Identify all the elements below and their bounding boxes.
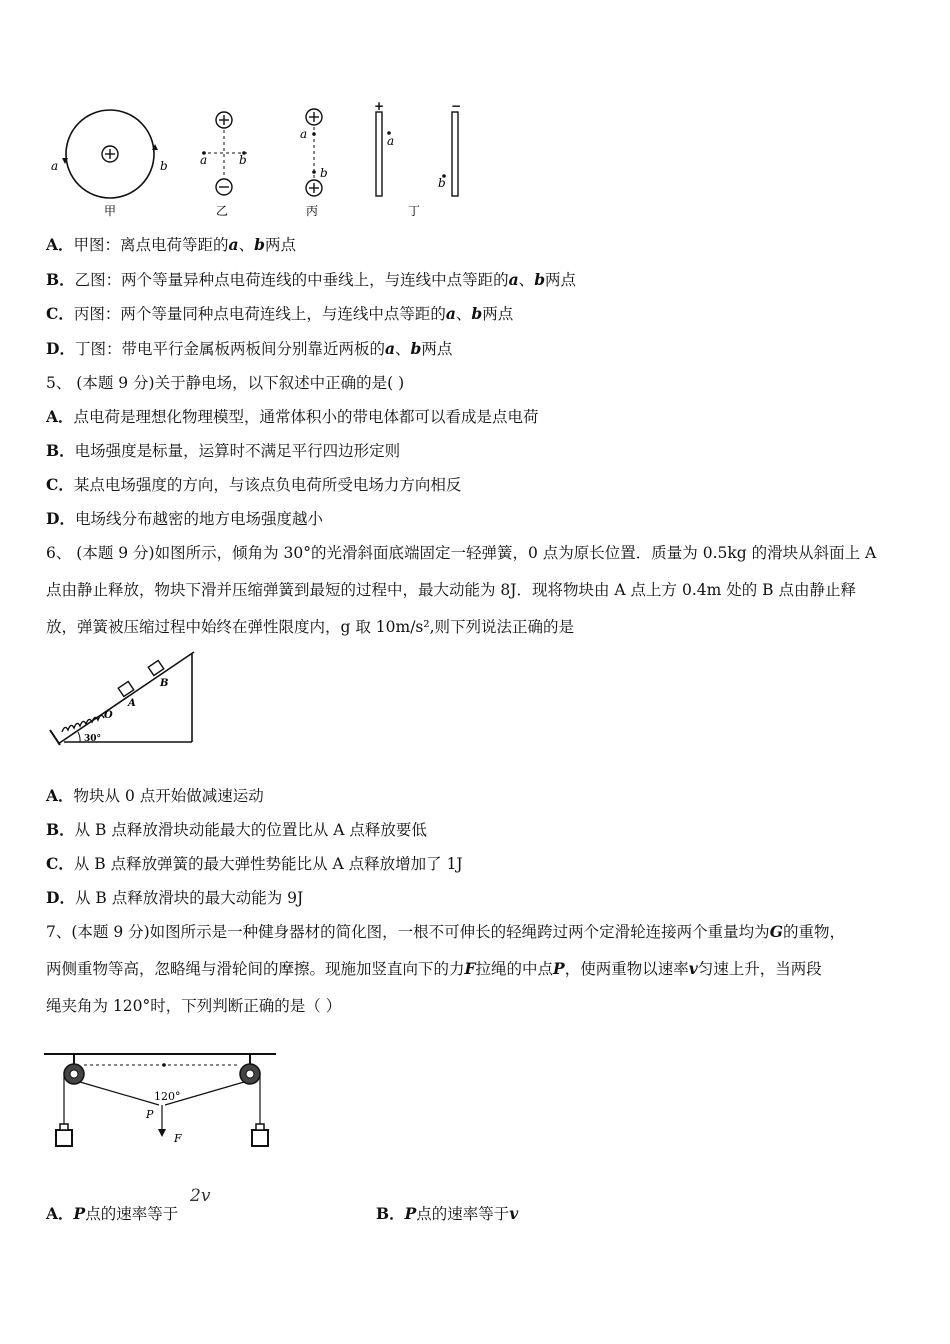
q7-pulley-figure [44,1048,280,1158]
ding-point-a: a [387,134,395,148]
option-letter: A． [46,407,74,426]
incline-label-b: B [160,678,169,689]
q7-option-b [376,1204,518,1224]
option-letter: A． [46,786,74,805]
q7-option-a-formula: 2v [190,1186,211,1206]
yi-point-b: b [239,153,247,167]
separator: 、 [455,305,472,323]
option-text: 某点电场强度的方向，与该点负电荷所受电场力方向相反 [73,476,462,494]
q7-stem-line-1 [46,922,845,942]
q4-option-d [46,339,452,359]
q5-option-c [46,475,461,495]
force-f: F [464,959,476,978]
option-text: 丁图：带电平行金属板两板间分别靠近两板的 [74,340,385,358]
fig-yi [200,112,248,218]
q6-incline-figure [44,648,204,750]
point-a: a [445,304,456,323]
stem-text-end: 的重物， [782,923,845,941]
bing-point-b: b [320,166,328,180]
q4-option-b [46,270,576,290]
incline-angle: 30° [84,734,102,744]
stem-text: ，使两重物以速率 [564,960,689,978]
option-letter: B． [46,441,75,460]
fig-label-jia: 甲 [104,204,117,218]
option-letter: B． [46,820,75,839]
speed-v: v [509,1204,519,1223]
pulley-angle: 120° [154,1090,181,1103]
q6-stem-line-3: 放，弹簧被压缩过程中始终在弹性限度内，g 取 10m/s²,则下列说法正确的是 [46,618,575,636]
pulley-label-p: P [146,1108,154,1121]
fig-label-bing: 丙 [306,204,319,218]
option-letter: B． [376,1204,405,1223]
option-text-end: 两点 [421,340,453,358]
option-text: 点电荷是理想化物理模型，通常体积小的带电体都可以看成是点电荷 [73,408,539,426]
point-a: a [508,270,519,289]
q5-option-d [46,509,323,529]
bing-point-a: a [300,127,308,141]
q6-option-b [46,820,427,840]
ding-point-b: b [438,176,446,190]
option-text: 点的速率等于 [85,1205,179,1223]
speed-v: v [688,959,698,978]
point-a: a [228,235,239,254]
option-text: 从 B 点释放滑块的最大动能为 9J [74,889,304,907]
separator: 、 [395,340,411,358]
jia-point-a: a [51,159,59,173]
q4-figure [44,100,474,225]
option-text: 甲图：离点电荷等距的 [73,236,229,254]
option-letter: D． [46,339,75,358]
q6-stem-line-2: 点由静止释放，物块下滑并压缩弹簧到最短的过程中，最大动能为 8J．现将物块由 A 点上方 0.4m 处的 B 点由静止释 [46,581,856,599]
point-a: a [384,339,396,358]
yi-point-a: a [200,153,208,167]
q5-option-b [46,441,400,461]
fig-jia [51,110,168,218]
option-text-end: 两点 [545,271,577,289]
option-text: 电场强度是标量，运算时不满足平行四边形定则 [74,442,401,460]
q6-option-c [46,854,463,874]
option-letter: B． [46,270,75,289]
plate-plus: + [374,100,385,113]
option-text: 电场线分布越密的地方电场强度越小 [74,510,323,528]
point-p: P [553,959,565,978]
option-letter: D． [46,509,75,528]
q6-option-a [46,786,264,806]
option-letter: A． [46,235,74,254]
fig-ding [374,100,461,218]
q7-option-a [46,1204,178,1224]
separator: 、 [518,271,535,289]
q6-option-d [46,888,303,908]
weight-g: G [769,922,783,941]
option-text-end: 两点 [264,236,296,254]
option-text-end: 两点 [482,305,514,323]
incline-label-a: A [128,698,136,709]
option-letter: C． [46,475,74,494]
fig-label-yi: 乙 [216,204,229,218]
fig-label-ding: 丁 [408,204,421,218]
stem-text: 拉绳的中点 [475,960,554,978]
separator: 、 [238,236,255,254]
point-b: b [534,270,546,289]
pulley-label-f: F [174,1132,182,1145]
plate-minus: − [451,100,462,113]
q7-stem-line-3: 绳夹角为 120°时，下列判断正确的是（ ） [46,997,342,1015]
option-text: 丙图：两个等量同种点电荷连线上，与连线中点等距的 [73,305,446,323]
stem-text: 7、(本题 9 分)如图所示是一种健身器材的简化图，一根不可伸长的轻绳跨过两个定滑轮连接两个重量均为 [46,923,770,941]
option-text: 乙图：两个等量异种点电荷连线的中垂线上，与连线中点等距的 [74,271,509,289]
option-text: 从 B 点释放弹簧的最大弹性势能比从 A 点释放增加了 1J [73,855,463,873]
jia-point-b: b [160,159,168,173]
incline-label-o: O [104,710,113,721]
stem-text: 两侧重物等高，忽略绳与滑轮间的摩擦。现施加竖直向下的力 [46,960,465,978]
option-letter: A． [46,1204,74,1223]
option-letter: C． [46,854,74,873]
point-b: b [254,235,265,254]
point-b: b [471,304,483,323]
option-text: 从 B 点释放滑块动能最大的位置比从 A 点释放要低 [74,821,427,839]
q4-option-c [46,304,513,324]
q7-stem-line-2 [46,959,822,979]
q5-stem: 5、 (本题 9 分)关于静电场，以下叙述中正确的是( ) [46,374,405,392]
fig-bing [300,109,328,218]
point-p: P [404,1204,417,1223]
q5-option-a [46,407,539,427]
point-p: P [73,1204,86,1223]
option-letter: C． [46,304,74,323]
option-text: 物块从 0 点开始做减速运动 [73,787,264,805]
q4-option-a [46,235,296,255]
option-text: 点的速率等于 [416,1205,510,1223]
stem-text-end: 匀速上升，当两段 [697,960,822,978]
option-letter: D． [46,888,75,907]
point-b: b [410,339,422,358]
q6-stem-line-1: 6、 (本题 9 分)如图所示，倾角为 30°的光滑斜面底端固定一轻弹簧，0 点为原长位置．质量为 0.5kg 的滑块从斜面上 A [46,544,877,562]
